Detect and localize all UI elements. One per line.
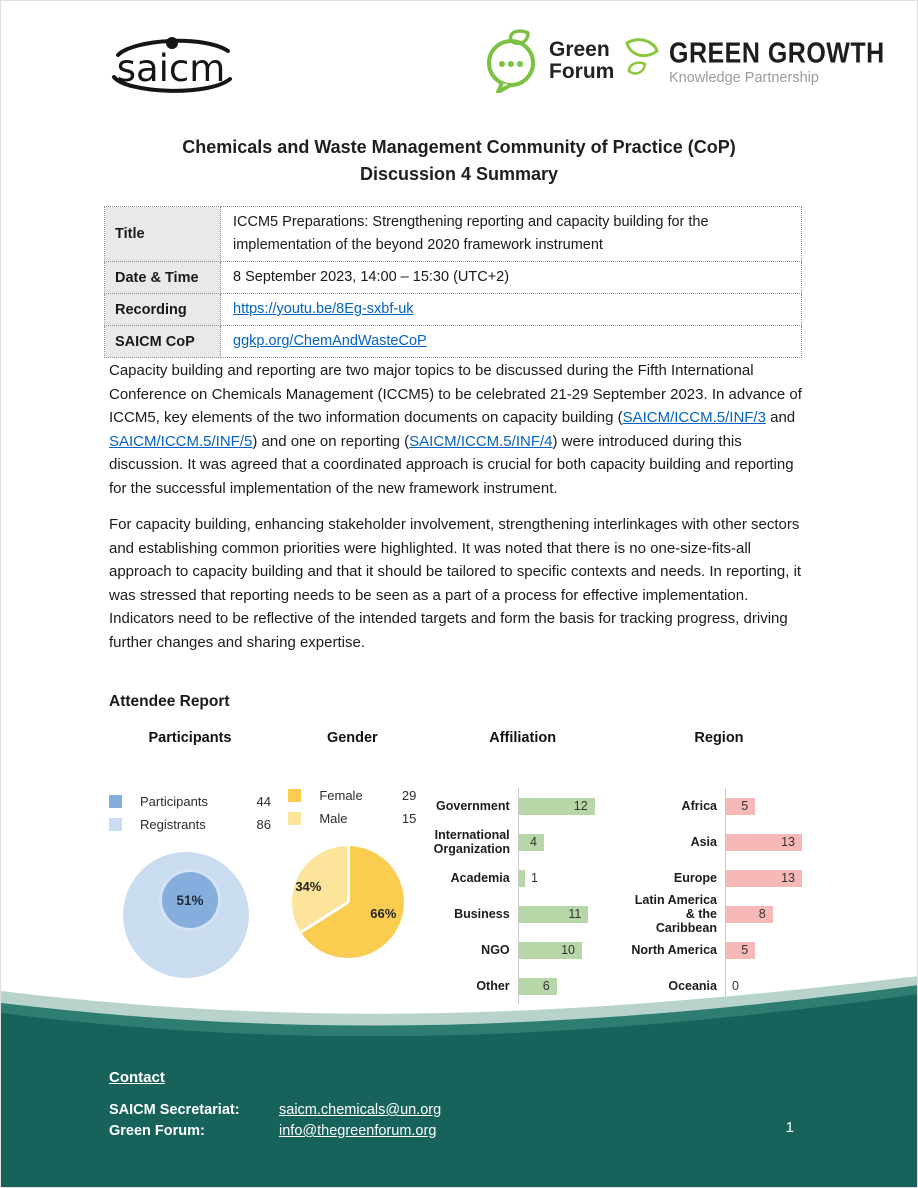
bar-category-label: Latin America & the Caribbean (634, 893, 717, 935)
legend-swatch (109, 795, 122, 808)
bar-value-label: 13 (781, 835, 795, 849)
legend-row (288, 807, 416, 830)
legend-label: Female (319, 788, 363, 803)
bar (726, 798, 755, 815)
green-forum-line1: Green (549, 38, 610, 61)
bar-track (518, 896, 612, 932)
region-chart (629, 730, 809, 1004)
green-growth-line2: Knowledge Partnership (669, 70, 819, 86)
svg-text:saicm: saicm (116, 47, 226, 90)
bar-track (725, 788, 809, 824)
green-growth-leaf-icon (619, 37, 661, 89)
gender-pie-wrap (292, 846, 404, 958)
bar-category-label: Oceania (668, 979, 717, 993)
gender-legend (288, 784, 416, 830)
affiliation-chart-title: Affiliation (489, 730, 557, 746)
meta-value-datetime: 8 September 2023, 14:00 – 15:30 (UTC+2) (221, 262, 802, 294)
bar-track (725, 824, 809, 860)
contact-row-saicm (109, 1100, 441, 1121)
bar-row (629, 932, 809, 968)
legend-swatch (109, 818, 122, 831)
bar-category-label: North America (631, 943, 717, 957)
bar-category-label: International Organization (433, 828, 511, 856)
legend-value: 44 (256, 794, 271, 809)
saicm-email-link[interactable]: saicm.chemicals@un.org (279, 1102, 442, 1118)
pie-separator-top (347, 846, 350, 902)
bar-category-label: Government (436, 799, 510, 813)
bar (519, 834, 544, 851)
bar-category-label: Europe (673, 871, 717, 885)
p1-text-3: ) and one on reporting ( (252, 432, 410, 450)
region-chart-title: Region (694, 730, 744, 746)
contact-label-saicm: SAICM Secretariat: (109, 1102, 240, 1118)
legend-swatch (288, 812, 301, 825)
saicm-cop-link[interactable]: ggkp.org/ChemAndWasteCoP (233, 333, 427, 349)
bar-value-label: 5 (741, 799, 749, 813)
bar-value-label: 6 (542, 979, 550, 993)
participants-chart (109, 730, 271, 1004)
bar (726, 834, 802, 851)
meta-label-title: Title (105, 207, 221, 262)
footer (1, 969, 918, 1187)
bar-value-label: 11 (568, 907, 582, 921)
legend-label: Male (319, 811, 348, 826)
green-forum-icon (484, 29, 542, 93)
green-forum-wordmark (549, 39, 614, 83)
table-row (105, 207, 802, 262)
gender-pct-major: 66% (370, 906, 397, 921)
p1-link-inf4[interactable]: SAICM/ICCM.5/INF/4 (409, 432, 553, 450)
recording-link[interactable]: https://youtu.be/8Eg-sxbf-uk (233, 301, 414, 317)
table-row (105, 294, 802, 326)
bar-row (629, 788, 809, 824)
participants-circle (159, 869, 221, 931)
contact-heading: Contact (109, 1069, 165, 1086)
greenforum-email-link[interactable]: info@thegreenforum.org (279, 1123, 437, 1139)
green-forum-logo (484, 29, 614, 93)
contact-row-greenforum (109, 1121, 441, 1142)
bar-track (518, 824, 612, 860)
p1-text-4: ) were introduced during this discussion. It was agreed that a coordinated approach is crucial for both capacity building and reporting for the successful implementation of the new framework instrument. (109, 432, 794, 497)
bar-track (518, 788, 612, 824)
bar-value-label: 10 (561, 943, 575, 957)
bar-row (434, 824, 612, 860)
bar-value-label: 1 (530, 871, 538, 885)
bar-track (725, 896, 809, 932)
page-title-line1: Chemicals and Waste Management Community of Practice (CoP) (182, 137, 736, 157)
meta-label-saicm-cop: SAICM CoP (105, 326, 221, 358)
bar-row (434, 860, 612, 896)
bar-row (434, 788, 612, 824)
p1-text-2: and (765, 409, 796, 426)
bar-value-label: 0 (731, 979, 739, 993)
gender-pct-minor: 34% (295, 879, 322, 894)
paragraph-2: For capacity building, enhancing stakeholder involvement, strengthening interlinkages with other sectors and establishing common priorities were highlighted. It was noted that there is no one-size-fits-all approach to capacity building and that it should be tailored to specific contexts and needs. In reporting, it was stressed that reporting needs to be seen as a part of a process for effective implementation. Indicators need to be reflective of the intended targets and form the basis for tracking progress, driving further changes and sharing expertise. (109, 516, 802, 651)
bar (726, 870, 802, 887)
bar-row (629, 893, 809, 935)
bar-track (725, 860, 809, 896)
meta-value-title: ICCM5 Preparations: Strengthening reporting and capacity building for the implementation of the beyond 2020 framework instrument (221, 207, 802, 262)
bar-track (518, 932, 612, 968)
bar-category-label: Academia (450, 871, 510, 885)
p1-link-inf3[interactable]: SAICM/ICCM.5/INF/3 (622, 409, 766, 426)
bar-category-label: NGO (481, 943, 510, 957)
participants-legend (109, 790, 271, 836)
bar (519, 798, 595, 815)
meta-table (104, 206, 802, 358)
bar-category-label: Business (454, 907, 510, 921)
paragraph-1 (109, 359, 811, 500)
contact-label-greenforum: Green Forum: (109, 1123, 205, 1139)
bar-value-label: 13 (781, 871, 795, 885)
legend-label: Participants (140, 794, 208, 809)
bar-row (629, 860, 809, 896)
participants-circles (109, 850, 271, 982)
bar (519, 942, 582, 959)
green-growth-line1: GREEN GROWTH (669, 37, 885, 70)
legend-value: 15 (401, 811, 417, 826)
attendee-charts (109, 730, 809, 1004)
participants-pct-label: 51% (176, 892, 204, 908)
table-row (105, 262, 802, 294)
bar-value-label: 8 (758, 907, 766, 921)
legend-swatch (288, 789, 301, 802)
bar-value-label: 5 (741, 943, 749, 957)
gender-chart (288, 730, 416, 1004)
saicm-logo-icon (104, 33, 239, 99)
bar-row (434, 932, 612, 968)
legend-row (109, 790, 271, 813)
p1-text-1: Capacity building and reporting are two major topics to be discussed during the Fifth International Conference on Chemicals Management (ICCM5) to be celebrated 21-29 September 2023. In advance of ICCM5, key elements of the two information documents on capacity building ( (109, 362, 802, 426)
page-title-line2: Discussion 4 Summary (359, 164, 559, 184)
bar-category-label: Other (476, 979, 510, 993)
bar-category-label: Africa (681, 799, 717, 813)
legend-value: 29 (401, 788, 417, 803)
table-row (105, 326, 802, 358)
bar-track (725, 932, 809, 968)
bar-row (629, 824, 809, 860)
header-logos (1, 29, 917, 99)
page-title (1, 134, 917, 188)
gender-chart-title: Gender (326, 730, 378, 746)
legend-value: 86 (256, 817, 271, 832)
legend-label: Registrants (140, 817, 206, 832)
legend-row (109, 813, 271, 836)
bar-category-label: Asia (690, 835, 717, 849)
bar (519, 870, 525, 887)
page-number: 1 (785, 1119, 794, 1136)
bar (519, 906, 589, 923)
legend-row (288, 784, 416, 807)
bar-track (518, 860, 612, 896)
green-growth-logo (619, 37, 885, 89)
p1-link-inf5[interactable]: SAICM/ICCM.5/INF/5 (109, 432, 253, 450)
saicm-logo (104, 33, 239, 104)
footer-contact-block (109, 1069, 441, 1142)
affiliation-chart (434, 730, 612, 1004)
attendee-report-heading: Attendee Report (109, 693, 230, 710)
green-growth-wordmark (669, 37, 885, 86)
meta-label-datetime: Date & Time (105, 262, 221, 294)
bar-value-label: 12 (573, 799, 588, 813)
green-forum-line2: Forum (549, 60, 615, 83)
participants-chart-title: Participants (148, 730, 232, 746)
bar (726, 906, 773, 923)
bar-row (434, 896, 612, 932)
bar-value-label: 4 (530, 835, 537, 849)
bar (726, 942, 755, 959)
meta-label-recording: Recording (105, 294, 221, 326)
